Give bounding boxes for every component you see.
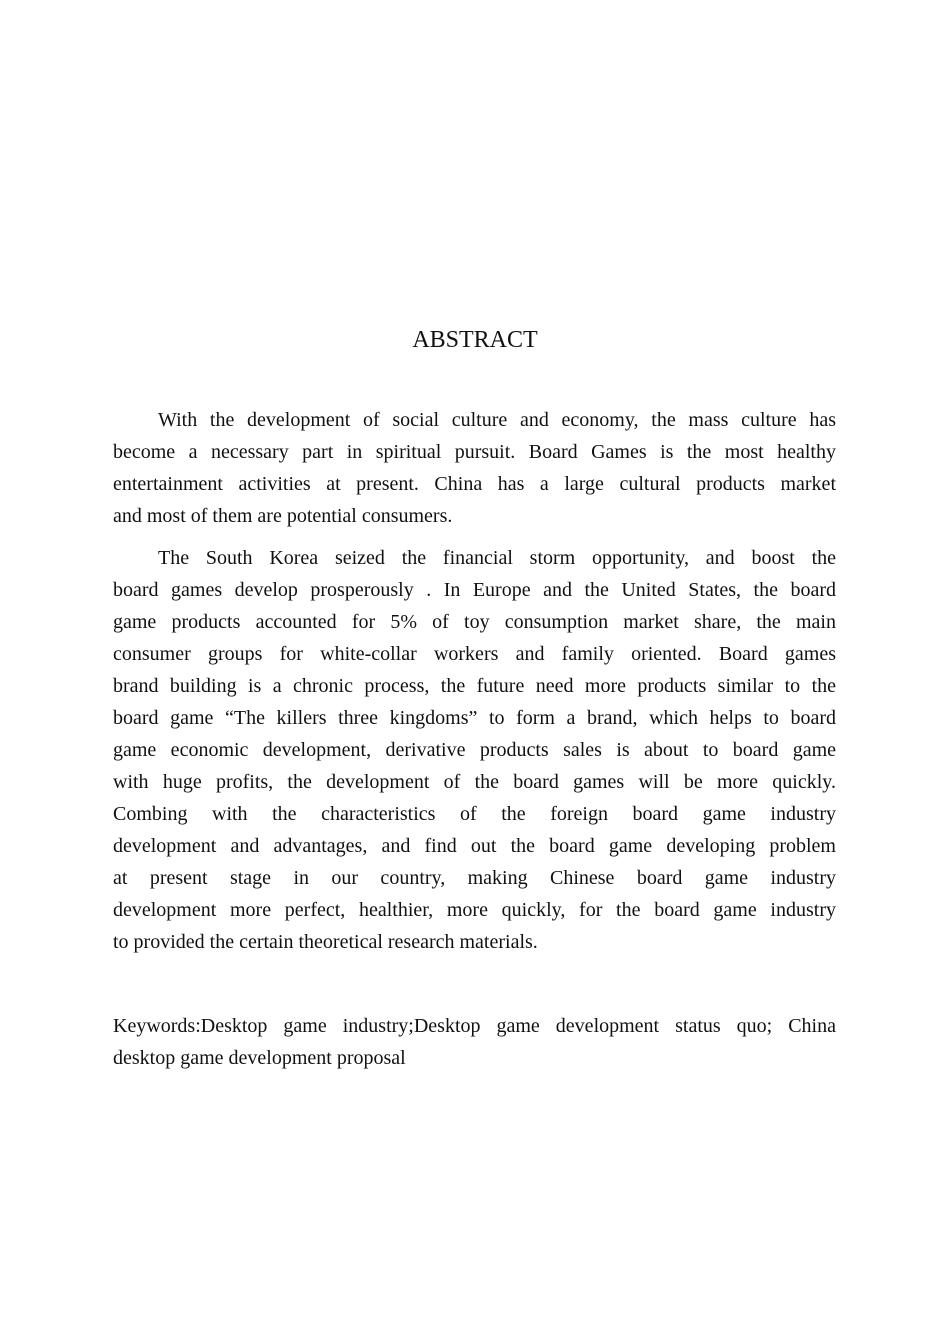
- text-line: consumer groups for white-collar workers and family oriented. Board games: [113, 643, 836, 665]
- text-line: with huge profits, the development of the board games will be more quickly.: [113, 771, 836, 793]
- text-line: game products accounted for 5% of toy consumption market share, the main: [113, 611, 836, 633]
- abstract-paragraph-1: [113, 404, 836, 532]
- text-line: desktop game development proposal: [113, 1047, 406, 1069]
- text-line: development more perfect, healthier, more quickly, for the board game industry: [113, 899, 836, 921]
- text-line: at present stage in our country, making Chinese board game industry: [113, 867, 836, 889]
- text-line: brand building is a chronic process, the future need more products similar to the: [113, 675, 836, 697]
- text-line: Keywords:Desktop game industry;Desktop game development status quo; China: [113, 1015, 836, 1037]
- abstract-heading: ABSTRACT: [412, 327, 538, 353]
- text-line: board games develop prosperously . In Europe and the United States, the board: [113, 579, 836, 601]
- text-line: game economic development, derivative products sales is about to board game: [113, 739, 836, 761]
- text-line: The South Korea seized the financial storm opportunity, and boost the: [158, 547, 836, 569]
- text-line: board game “The killers three kingdoms” to form a brand, which helps to board: [113, 707, 836, 729]
- text-line: development and advantages, and find out the board game developing problem: [113, 835, 836, 857]
- abstract-paragraph-2: [113, 542, 836, 958]
- text-line: Combing with the characteristics of the foreign board game industry: [113, 803, 836, 825]
- text-line: become a necessary part in spiritual pursuit. Board Games is the most healthy: [113, 441, 836, 463]
- text-line: to provided the certain theoretical research materials.: [113, 931, 538, 953]
- keywords: [113, 1010, 836, 1074]
- text-line: and most of them are potential consumers.: [113, 505, 453, 527]
- text-line: With the development of social culture and economy, the mass culture has: [158, 409, 836, 431]
- text-line: entertainment activities at present. China has a large cultural products market: [113, 473, 836, 495]
